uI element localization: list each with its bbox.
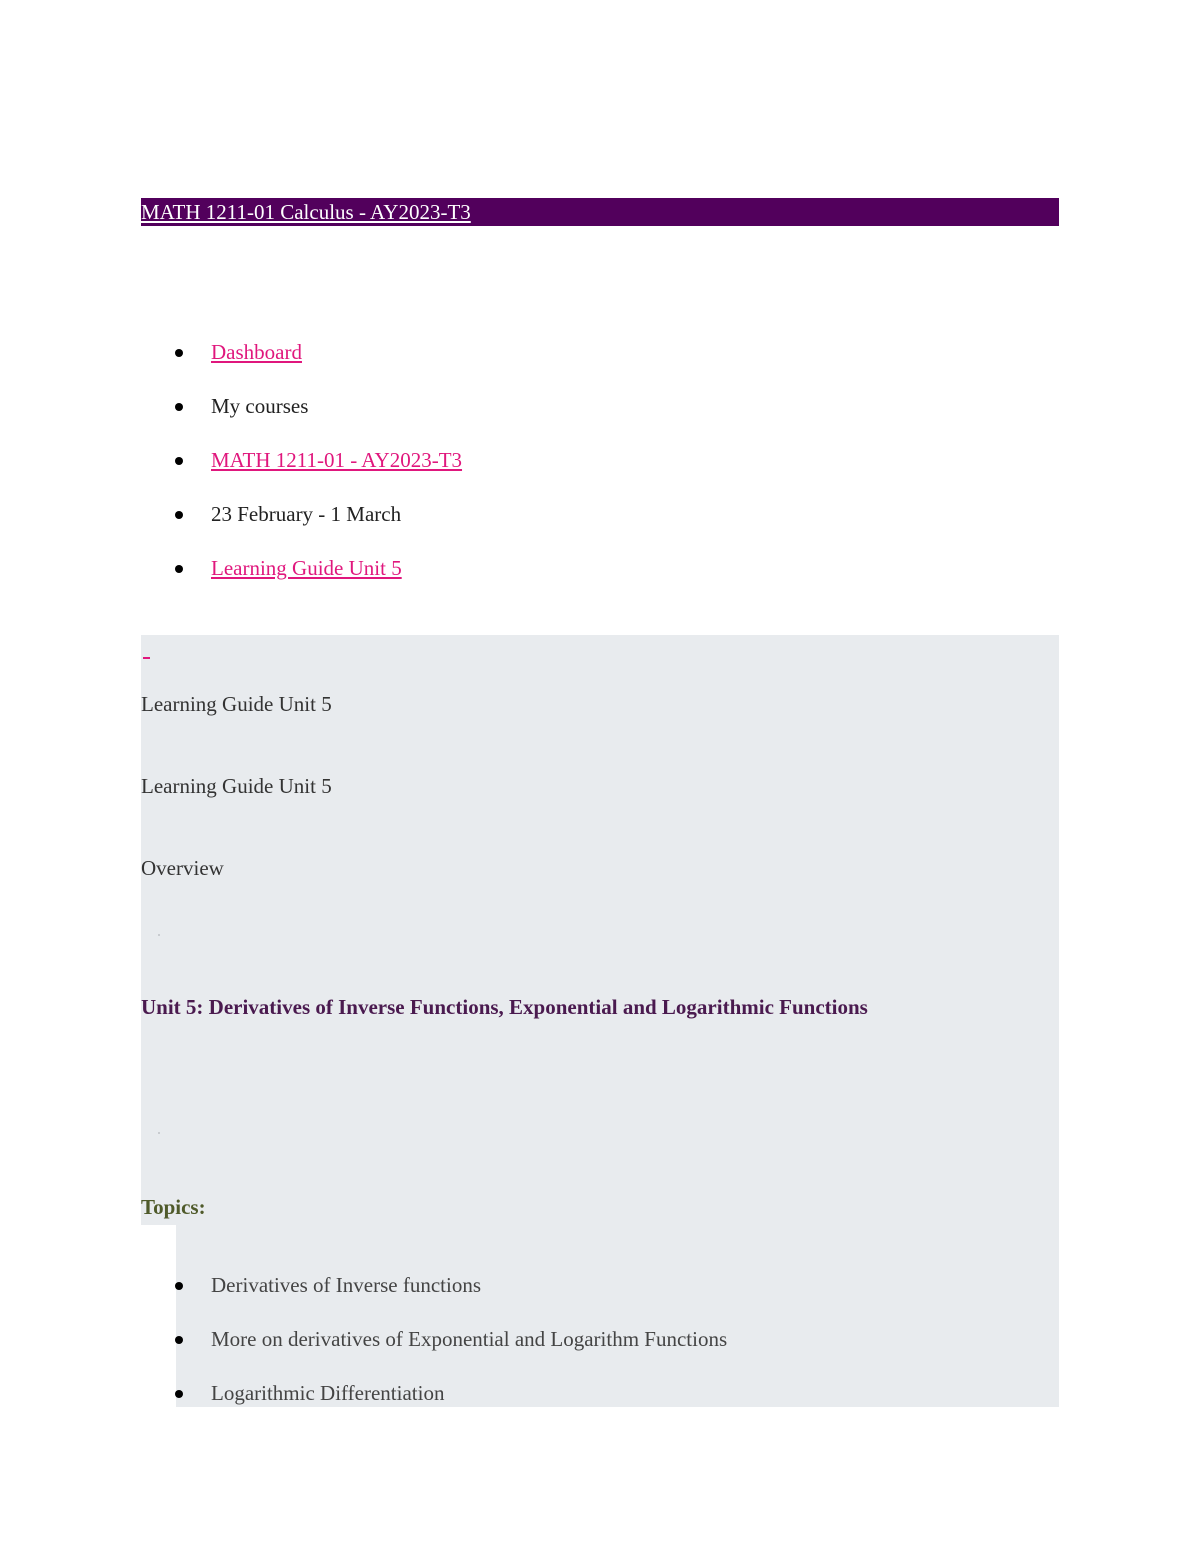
topic-text: More on derivatives of Exponential and Logarithm Functions bbox=[211, 1327, 728, 1351]
list-item bbox=[141, 1319, 727, 1373]
anchor-marker[interactable] bbox=[143, 657, 150, 659]
breadcrumb-item-week bbox=[141, 494, 462, 548]
breadcrumb-link-course[interactable]: MATH 1211-01 - AY2023-T3 bbox=[211, 448, 463, 472]
topic-text: Logarithmic Differentiation bbox=[211, 1381, 445, 1405]
bullet-icon bbox=[175, 1282, 183, 1290]
topic-text: Derivatives of Inverse functions bbox=[211, 1273, 481, 1297]
breadcrumb-item-my-courses bbox=[141, 386, 462, 440]
bullet-icon bbox=[175, 349, 183, 357]
unit-heading: Unit 5: Derivatives of Inverse Functions, Exponential and Logarithmic Functions bbox=[141, 995, 868, 1019]
spacer-dot bbox=[158, 1132, 160, 1134]
breadcrumb-link-learning-guide[interactable]: Learning Guide Unit 5 bbox=[211, 556, 402, 580]
breadcrumb bbox=[141, 332, 462, 602]
course-title-link[interactable]: MATH 1211-01 Calculus - AY2023-T3 bbox=[141, 200, 471, 224]
list-item bbox=[141, 1373, 727, 1427]
bullet-icon bbox=[175, 403, 183, 411]
bullet-icon bbox=[175, 511, 183, 519]
page-title: Learning Guide Unit 5 bbox=[141, 692, 332, 716]
section-title: Learning Guide Unit 5 bbox=[141, 774, 332, 798]
topics-heading: Topics: bbox=[141, 1195, 206, 1219]
bullet-icon bbox=[175, 1336, 183, 1344]
breadcrumb-item-course[interactable] bbox=[141, 440, 462, 494]
bullet-icon bbox=[175, 565, 183, 573]
breadcrumb-item-dashboard[interactable] bbox=[141, 332, 462, 386]
breadcrumb-text-my-courses: My courses bbox=[211, 394, 309, 418]
topics-list bbox=[141, 1265, 727, 1427]
breadcrumb-link-dashboard[interactable]: Dashboard bbox=[211, 340, 302, 364]
breadcrumb-text-week: 23 February - 1 March bbox=[211, 502, 402, 526]
bullet-icon bbox=[175, 457, 183, 465]
spacer-dot bbox=[158, 934, 160, 936]
course-title-bar bbox=[141, 198, 1059, 226]
overview-label: Overview bbox=[141, 856, 224, 880]
list-item bbox=[141, 1265, 727, 1319]
bullet-icon bbox=[175, 1390, 183, 1398]
breadcrumb-item-learning-guide[interactable] bbox=[141, 548, 462, 602]
content-panel bbox=[141, 635, 1059, 1225]
